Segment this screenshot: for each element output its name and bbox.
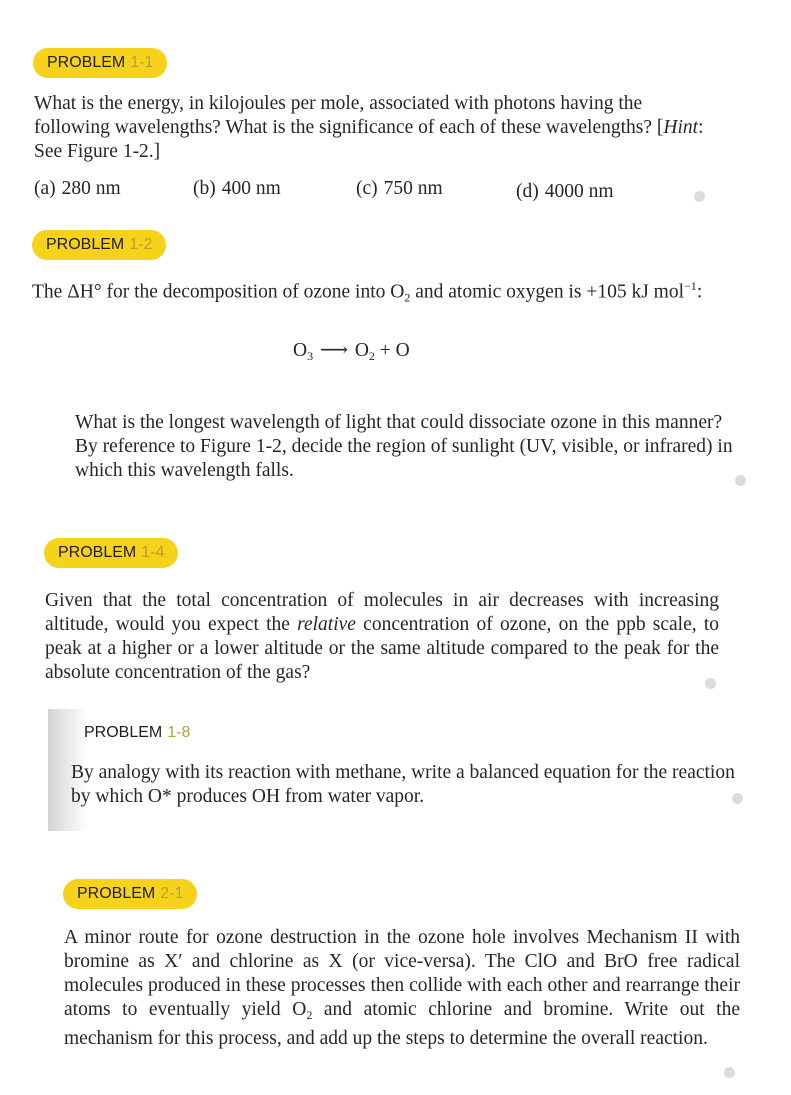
- problem-number: 1-8: [167, 724, 191, 741]
- end-marker-dot: [732, 793, 743, 804]
- problem-number: 1-4: [141, 544, 165, 561]
- problem-number: 1-2: [129, 236, 153, 253]
- problem-number: 2-1: [160, 885, 184, 902]
- problem-badge-1-4: [44, 538, 178, 568]
- problem-2-1-text: A minor route for ozone destruction in the ozone hole involves Mechanism II with bromine as X′ and chlorine as X (or vice-versa). The ClO and BrO free radical molecules produced in these processes then collide with each other and rearrange their atoms to eventually yield $O_2$ and atomic chlorine and bromine. Write out the mechanism for this process, and add up the steps to determine the overall reaction.: [64, 927, 740, 1049]
- problem-badge-1-8: [84, 718, 190, 748]
- option-a: (a) 280 nm: [34, 178, 121, 199]
- problem-label: PROBLEM: [46, 236, 125, 253]
- problem-label: PROBLEM: [47, 54, 126, 71]
- problem-1-1-text: What is the energy, in kilojoules per mole, associated with photons having the following wavelengths? What is the significance of each of these wavelengths? [Hint: See Figure 1-2.]: [34, 93, 704, 162]
- ozone-decomposition-equation: $O_3$ ⟶ $O_2 + O$: [293, 340, 410, 363]
- option-c: (c) 750 nm: [356, 178, 443, 199]
- end-marker-dot: [724, 1067, 735, 1078]
- problem-1-2-text: The ΔH° for the decomposition of ozone into $O_2$ and atomic oxygen is +105 kJ mol$^{-1}$:: [32, 279, 703, 305]
- option-d: (d) 4000 nm: [516, 181, 614, 202]
- end-marker-dot: [705, 678, 716, 689]
- end-marker-dot: [694, 191, 705, 202]
- problem-1-8-text: By analogy with its reaction with methane, write a balanced equation for the reaction by which O* produces OH from water vapor.: [71, 762, 735, 807]
- option-b: (b) 400 nm: [193, 178, 281, 199]
- end-marker-dot: [735, 475, 746, 486]
- problem-badge-1-1: [33, 48, 167, 78]
- problem-number: 1-1: [130, 54, 154, 71]
- problem-label: PROBLEM: [77, 885, 156, 902]
- problem-badge-1-2: [32, 230, 166, 260]
- problem-badge-2-1: [63, 879, 197, 909]
- reaction-arrow: ⟶: [319, 340, 348, 361]
- problem-label: PROBLEM: [58, 544, 137, 561]
- problem-1-4-text: Given that the total concentration of molecules in air decreases with increasing altitude, would you expect the relative concentration of ozone, on the ppb scale, to peak at a higher or a lower altitude or the same altitude compared to the peak for the absolute concentration of the gas?: [45, 590, 719, 683]
- hint-label: Hint: [663, 117, 699, 138]
- problem-label: PROBLEM: [84, 724, 163, 741]
- problem-1-2-question: What is the longest wavelength of light that could dissociate ozone in this manner? By reference to Figure 1-2, decide the region of sunlight (UV, visible, or infrared) in which this wavelength falls.: [75, 412, 733, 481]
